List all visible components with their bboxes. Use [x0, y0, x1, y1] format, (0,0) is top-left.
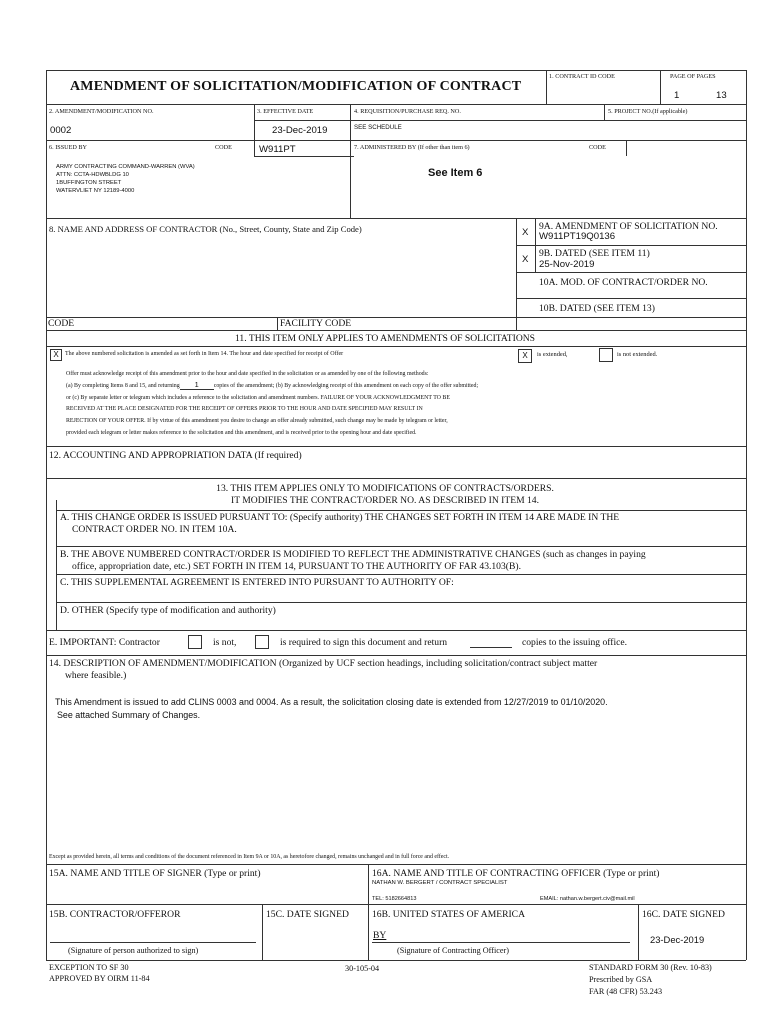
facility-code-label: FACILITY CODE [280, 318, 352, 329]
project-no-label: 5. PROJECT NO.(If applicable) [608, 108, 688, 115]
item13-title: 13. THIS ITEM APPLIES ONLY TO MODIFICATIONS OF CONTRACTS/ORDERS. IT MODIFIES THE CONTRACT/ORDER NO. AS DESCRIBED IN ITEM 14. [216, 483, 554, 506]
far-label: FAR (48 CFR) 53.243 [589, 987, 663, 996]
copies-issuing-label: copies to the issuing office. [522, 637, 628, 648]
requisition-label: 4. REQUISITION/PURCHASE REQ. NO. [354, 108, 461, 115]
item13-b: B. THE ABOVE NUMBERED CONTRACT/ORDER IS MODIFIED TO REFLECT THE ADMINISTRATIVE CHANGES (such as changes in paying office, appropriation date, etc.) SET FORTH IN ITEM 14, PURSUANT TO THE AUTHORITY OF FAR 43.103(B). [60, 549, 646, 572]
officer-signature-line[interactable] [372, 942, 630, 943]
mod-contract-label: 10A. MOD. OF CONTRACT/ORDER NO. [539, 277, 708, 288]
see-item-6: See Item 6 [428, 167, 483, 179]
officer-tel: TEL: 5182664813 [372, 896, 417, 902]
copies-returned: 1 [180, 381, 214, 390]
page-of-pages-label: PAGE OF PAGES [670, 73, 716, 80]
not-extended-checkbox[interactable] [599, 348, 613, 362]
form-number: 30-105-04 [345, 964, 380, 973]
item13-c: C. THIS SUPPLEMENTAL AGREEMENT IS ENTERED INTO PURSUANT TO AUTHORITY OF: [60, 577, 454, 588]
item11-instructions [66, 369, 478, 440]
check-9b[interactable]: X [522, 254, 529, 265]
instruction-line: provided each telegram or letter makes reference to the solicitation and this amendment, and is received prior to the opening hour and date specified. [66, 429, 417, 436]
is-not-checkbox[interactable] [188, 635, 202, 649]
officer-signature-caption: (Signature of Contracting Officer) [397, 946, 509, 955]
footer-left [49, 962, 150, 984]
prescribed-label: Prescribed by GSA [589, 975, 653, 984]
dated-9b-label: 9B. DATED (SEE ITEM 11) [539, 248, 650, 259]
instruction-line: Offer must acknowledge receipt of this amendment prior to the hour and date specified in the solicitation or as amended by one of the following methods: [66, 371, 429, 377]
effective-date-label: 3. EFFECTIVE DATE [257, 108, 314, 115]
copies-blank[interactable] [470, 647, 512, 648]
is-required-checkbox[interactable] [255, 635, 269, 649]
requisition-value: SEE SCHEDULE [354, 124, 402, 131]
important-label: E. IMPORTANT: Contractor [49, 637, 160, 648]
issued-by-label: 6. ISSUED BY [49, 144, 87, 151]
united-states-label: 16B. UNITED STATES OF AMERICA [372, 909, 526, 920]
footer-right [589, 962, 712, 998]
issuer-address [56, 163, 195, 195]
issued-by-code-label: CODE [215, 144, 232, 151]
officer-email: EMAIL: nathan.w.bergert.civ@mail.mil [540, 896, 635, 902]
is-not-label: is not, [213, 637, 237, 648]
effective-date-value: 23-Dec-2019 [272, 125, 328, 136]
instruction-line: RECEIVED AT THE PLACE DESIGNATED FOR THE RECEIPT OF OFFERS PRIOR TO THE HOUR AND DATE SPECIFIED MAY RESULT IN [66, 406, 423, 413]
item13-a: A. THIS CHANGE ORDER IS ISSUED PURSUANT TO: (Specify authority) THE CHANGES SET FORTH IN ITEM 14 ARE MADE IN THE CONTRACT ORDER NO. IN ITEM 10A. [60, 512, 620, 535]
amended-checkbox[interactable] [50, 349, 62, 361]
approved-label: APPROVED BY OIRM 11-84 [49, 974, 150, 983]
page-number: 1 [674, 90, 680, 101]
issuer-line: ATTN: CCTA-HDWBLDG 10 [56, 172, 129, 178]
item13-d: D. OTHER (Specify type of modification and authority) [60, 605, 276, 616]
instruction-line: or (c) By separate letter or telegram which includes a reference to the solicitation and amendment numbers. FAILURE OF YOUR ACKNOWLEDGMENT TO BE [66, 394, 450, 401]
item11-title: 11. THIS ITEM ONLY APPLIES TO AMENDMENTS OF SOLICITATIONS [234, 333, 536, 344]
contractor-signature-caption: (Signature of person authorized to sign) [68, 946, 199, 955]
administered-by-label: 7. ADMINISTERED BY (If other than item 6) [354, 144, 470, 151]
total-pages: 13 [716, 90, 727, 101]
form-title: AMENDMENT OF SOLICITATION/MODIFICATION OF CONTRACT [70, 79, 522, 94]
date-signed-15c-label: 15C. DATE SIGNED [266, 909, 349, 920]
instruction-line-a: (a) By completing Items 8 and 15, and returning 1 copies of the amendment; (b) By acknowledging receipt of this amendment on each copy of the offer submitted; [66, 379, 479, 389]
dated-10b-label: 10B. DATED (SEE ITEM 13) [539, 303, 655, 314]
officer-name: NATHAN W. BERGERT / CONTRACT SPECIALIST [372, 880, 508, 886]
contractor-code-label: CODE [48, 318, 75, 329]
contractor-offeror-label: 15B. CONTRACTOR/OFFEROR [49, 909, 181, 920]
issuer-line: WATERVLIET NY 12189-4000 [56, 188, 135, 194]
extended-label: is extended, [537, 351, 568, 358]
issued-by-code-value: W911PT [259, 144, 296, 155]
date-signed-16c-label: 16C. DATE SIGNED [642, 909, 725, 920]
extended-check-mark: X [522, 351, 528, 360]
extended-checkbox[interactable] [518, 349, 532, 363]
issuer-line: 1BUFFINGTON STREET [56, 180, 122, 186]
amendment-no-value: 0002 [50, 125, 72, 136]
is-required-label: is required to sign this document and return [280, 637, 448, 648]
issuer-line: ARMY CONTRACTING COMMAND-WARREN (WVA) [56, 164, 195, 170]
solicitation-no-label: 9A. AMENDMENT OF SOLICITATION NO. [539, 221, 718, 232]
dated-9b-value: 25-Nov-2019 [539, 259, 595, 270]
check-9a[interactable]: X [522, 227, 529, 238]
amended-check-mark: X [53, 350, 59, 359]
item11-statement: The above numbered solicitation is amended as set forth in Item 14. The hour and date specified for receipt of Offer [65, 351, 344, 357]
instruction-line: REJECTION OF YOUR OFFER. If by virtue of this amendment you desire to change an offer already submitted, such change may be made by telegram or letter, [66, 418, 448, 425]
not-extended-label: is not extended. [617, 351, 658, 358]
terms-footer: Except as provided herein, all terms and conditions of the document referenced in Item 9A or 10A, as heretofore changed, remains unchanged and in full force and effect. [49, 854, 450, 860]
amendment-no-label: 2. AMENDMENT/MODIFICATION NO. [49, 108, 154, 115]
contractor-signature-line[interactable] [50, 942, 256, 943]
solicitation-no-value: W911PT19Q0136 [539, 231, 616, 242]
accounting-label: 12. ACCOUNTING AND APPROPRIATION DATA (If required) [49, 450, 302, 461]
signer-name-label: 15A. NAME AND TITLE OF SIGNER (Type or print) [49, 868, 261, 879]
description-label: 14. DESCRIPTION OF AMENDMENT/MODIFICATION (Organized by UCF section headings, including solicitation/contract subject matter where feasible.) [49, 658, 598, 681]
contractor-label: 8. NAME AND ADDRESS OF CONTRACTOR (No., Street, County, State and Zip Code) [49, 224, 362, 234]
by-label: BY [373, 930, 387, 941]
standard-form-label: STANDARD FORM 30 (Rev. 10-83) [589, 963, 712, 972]
description-body: This Amendment is issued to add CLINS 0003 and 0004. As a result, the solicitation closing date is extended from 12/27/2019 to 01/10/2020. See attached Summary of Changes. [55, 697, 608, 720]
exception-label: EXCEPTION TO SF 30 [49, 963, 129, 972]
contract-id-label: 1. CONTRACT ID CODE [549, 73, 615, 80]
date-signed-16c-value: 23-Dec-2019 [650, 934, 705, 945]
officer-name-label: 16A. NAME AND TITLE OF CONTRACTING OFFICER (Type or print) [372, 868, 660, 879]
administered-code-label: CODE [589, 144, 606, 151]
